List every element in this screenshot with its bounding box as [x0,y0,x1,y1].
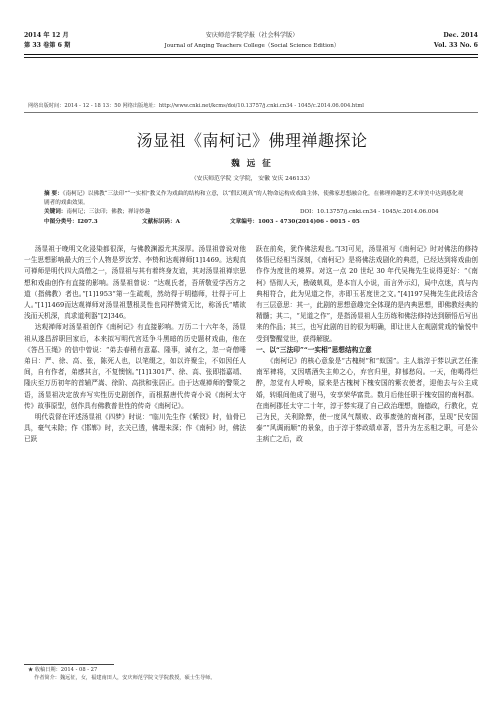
abstract-label: 摘 要： [44,191,63,197]
abstract [44,190,464,207]
paragraph: 明代袁督在评述汤显祖《四梦》时说：“临川先生作《紫钗》时，仙骨已具，豪气未除；作《邯郸》时，玄关已透，佛理未深；作《南柯》时，佛法已跃 [24,413,246,444]
left-column [24,244,246,446]
article-title: 汤显祖《南柯记》佛理禅趣探论 [136,131,368,150]
article-author: 魏 远 征 [231,159,273,169]
issue-date-en: Dec. 2014 [443,32,478,39]
online-publication-info: 网络出版时间：2014 - 12 - 18 13：50 网络出版地址：http://www.cnki.net/kcms/doi/10.13757/j.cnki.cn34 - 1045/c.2014.06.004.html [28,103,364,109]
header-rule-thin [24,57,478,58]
abstract-text: 《南柯记》以佛教“三法印”“一实相”教义作为戏曲的结构和立意，以“假幻观真”的人物命运构成戏曲主体，使佛家思想融合化，在佛理禅趣的艺术审美中达到感化观剧者的戏曲效果。 [44,191,464,206]
journal-name-en: Journal of Anqing Teachers College（Social Science Edition） [164,43,340,49]
header-rule [24,54,478,55]
doi: DOI：10.13757/j.cnki.cn34 - 1045/c.2014.06.004 [300,209,439,215]
issue-date: 2014 年 12 月 [24,32,69,39]
clc-number: 中图分类号：I207.3 [44,219,98,225]
author-info: 作者简介：魏远征，女，福建南田人，安庆师范学院文学院教授，硕士生导师。 [34,675,216,681]
section-heading: 一、以“三法印”“一实相”思想结构立意 [256,345,372,354]
received-date: ★ 收稿日期：2014 - 08 - 27 [28,667,98,673]
paragraph: 达观禅师对汤显祖创作《南柯记》有直接影响。万历二十六年冬，汤显祖从遂昌辞职回家后，本来拟写明代宫廷争斗黑暗的历史题材戏曲，他在《答吕玉绳》的信中曾说：“弟去春稍有意嘉、隆事，诚有之，忽一奇僧唾弟曰：严、徐、高、张，陈死人也，以笔缀之，如以许聚尘，不如因任人间，自有作者，弟感其言，不复懊恼。”[1]1301严、徐、高、张即指嘉靖、隆庆至万历初年的首辅严嵩、徐阶、高拱和张居正。由于达观禅师的警策之语，汤显祖决定放弃写实性历史剧创作，而根据唐代传奇小说《南柯太守传》故事原型，创作具有佛教普世性的传奇《南柯记》。 [24,323,246,410]
info-rule [24,112,478,113]
keywords [44,208,284,217]
volume-issue: 第 33 卷第 6 期 [24,42,71,49]
volume-issue-en: Vol. 33 No. 6 [433,42,478,49]
author-affiliation: （安庆师范学院 文学院， 安徽 安庆 246133） [190,176,314,182]
article-number: 文章编号：1003 - 4730(2014)06 - 0015 - 05 [230,219,360,225]
paragraph: 跃在前矣，犹作佛法观也。”[3]可见，汤显祖写《南柯记》时对佛法的修持体悟已经相当深刻，《南柯记》是将佛法戏剧化的典范，已经达到将戏曲创作作为度世的境界。对这一点 20 世纪 30 年代吴梅先生说得更好：“《南柯》悟彻人天，勘破虮虱，是本盲人小说，而言外示幻，局中点迷，真与内典相符合，此为见道之作，亦即玉茗度世之文。”[4]197吴梅先生此段话含有三层意思：其一，此剧的思想意趣完全体现的是内典思想，即佛教经典的精髓；其二，“见道之作”，是指汤显祖人生历练和佛法修持达到颐悟后写出来的作品；其三，也写此剧的目的很为明确，即让世人在观剧赏戏的愉悦中受到警醒觉世，获得解脱。 [256,245,478,343]
right-column [256,244,478,446]
document-code: 文献标识码：A [142,219,180,225]
bullet-icon: ★ [28,667,35,673]
paragraph: 《南柯记》的核心意象是“古槐树”和“蚁国”。主人翁淳于棼以武艺任淮南军裨将，又因嗜酒失主帅之心，弃官归里，抑郁愁闷。一天，他喝得烂醉，忽觉有人呼唤，原来是古槐树下槐安国的紫衣使者，迎他去与公主成婚，转眼间他成了驸马，安享荣华富贵。数月后他任职于槐安国的南柯郡。在南柯郡任太守二十年，淳于棼实现了自己政治理想，施德政，行教化，克己为民，关利除弊，使一度风气颓败、政事废弛的南柯郡，呈现“民安国泰”“风调雨顺”的景象，由于淳于棼政绩卓著，晋升为左丞相之职，可是公主病亡之后，政 [256,357,478,444]
journal-name-cn: 安庆师范学院学报（社会科学版） [205,32,299,39]
keywords-text: 南柯记；三法印；佛教；禅诗妙趣 [66,209,151,215]
paragraph: 汤显祖于晚明文化浸染都很深，与佛教渊源尤其深厚。汤显祖曾说对他一生思想影响最大的三个人物是罗汝芳、李贽和达观禅师[1]1469。达观真可禅师是明代四大高僧之一，汤显祖与其有着终身友谊，其对汤显祖禅宗思想和戏曲创作有直接的影响。汤显祖曾说：“达观氏者，吾所敬爱学西方之道（指佛教）者也。”[1]1953“第一生疏观，然幼得于明德师，壮得于可上人。”[1]1469而达观禅师对汤显祖慧根灵性也同样赞赏无比，称汤氏“嗜欲浅而天机深，真求道利器”[2]346。 [24,245,246,321]
footnote-rule [24,664,114,665]
keywords-label: 关键词： [44,209,67,215]
